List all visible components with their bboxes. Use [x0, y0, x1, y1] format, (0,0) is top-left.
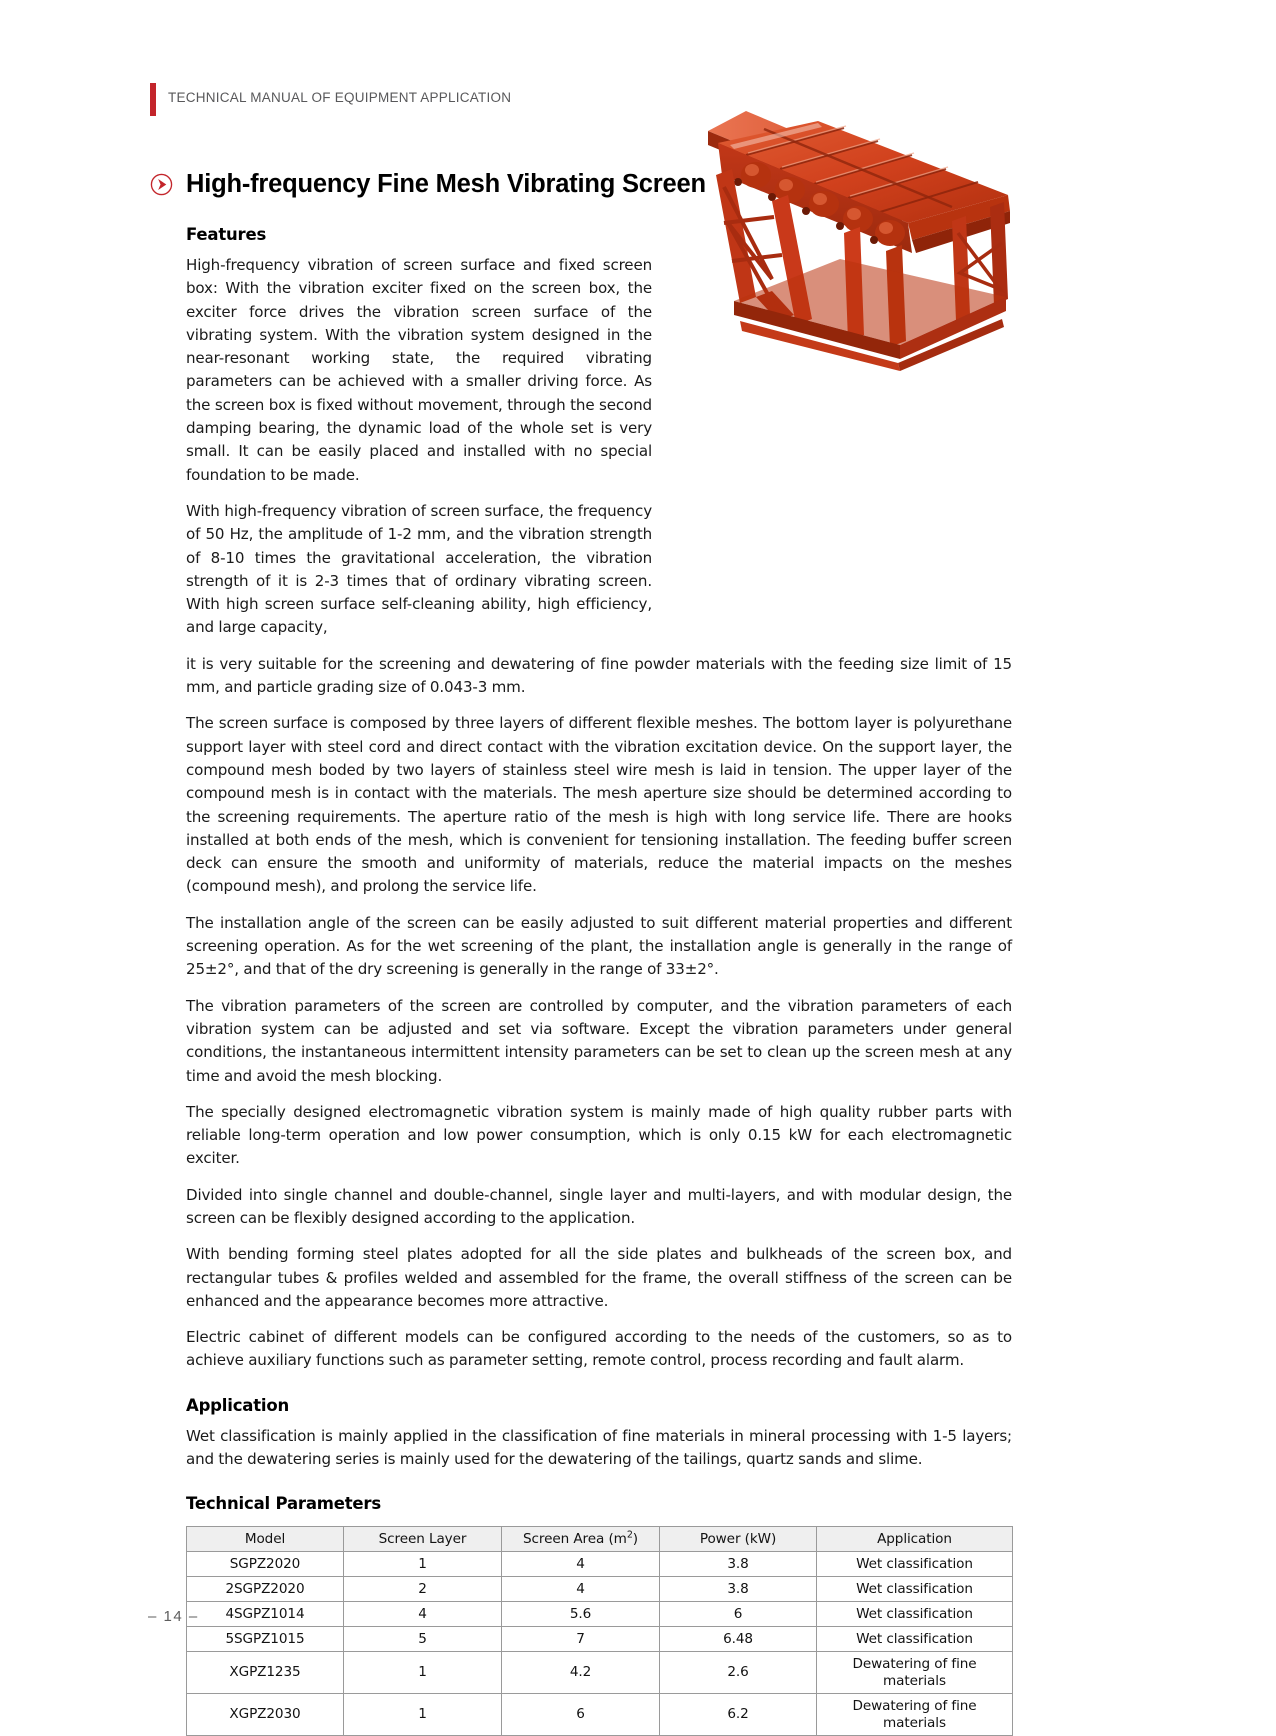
features-paragraph-4: The installation angle of the screen can be easily adjusted to suit different material properties and different screening operation. As for the wet screening of the plant, the installation angle is generally in the range of 25±2°, and that of the dry screening is generally in the range of 33±2°. [186, 913, 1012, 979]
cell-area: 7 [502, 1627, 660, 1652]
column-header-model: Model [187, 1527, 344, 1552]
page-title: High-frequency Fine Mesh Vibrating Screen [186, 170, 706, 198]
cell-layer: 4 [344, 1602, 502, 1627]
features-paragraph-1: High-frequency vibration of screen surface and fixed screen box: With the vibration exciter fixed on the screen box, the exciter force drives the vibration screen surface of the vibrating system. With the vibration system designed in the near-resonant working state, the required vibrating parameters can be achieved with a smaller driving force. As the screen box is fixed without movement, through the second damping bearing, the dynamic load of the whole set is very small. It can be easily placed and installed with no special foundation to be made. [186, 256, 652, 484]
cell-application: Dewatering of fine materials [817, 1652, 1013, 1694]
column-header-screen-area [502, 1527, 660, 1552]
cell-application: Dewatering of fine materials [817, 1694, 1013, 1736]
running-header [150, 83, 511, 116]
cell-application: Wet classification [817, 1577, 1013, 1602]
cell-area: 5.6 [502, 1602, 660, 1627]
table-row [187, 1552, 1013, 1577]
cell-area: 4 [502, 1577, 660, 1602]
cell-layer: 1 [344, 1652, 502, 1694]
cell-power: 6.48 [660, 1627, 817, 1652]
screen-area-superscript: 2 [626, 1529, 633, 1541]
features-paragraph-7: Divided into single channel and double-channel, single layer and multi-layers, and with modular design, the screen can be flexibly designed according to the application. [186, 1185, 1012, 1227]
column-header-power: Power (kW) [660, 1527, 817, 1552]
column-header-screen-layer: Screen Layer [344, 1527, 502, 1552]
page-number: – 14 – [148, 1608, 199, 1625]
cell-model: SGPZ2020 [187, 1552, 344, 1577]
features-heading: Features [186, 225, 267, 244]
cell-power: 3.8 [660, 1577, 817, 1602]
running-header-text: TECHNICAL MANUAL OF EQUIPMENT APPLICATION [168, 90, 512, 105]
cell-area: 4 [502, 1552, 660, 1577]
screen-area-paren: ) [632, 1530, 638, 1547]
cell-area: 4.2 [502, 1652, 660, 1694]
table-row [187, 1694, 1013, 1736]
cell-layer: 2 [344, 1577, 502, 1602]
features-paragraph-3: The screen surface is composed by three layers of different flexible meshes. The bottom layer is polyurethane support layer with steel cord and direct contact with the vibration excitation device. On the support layer, the compound mesh boded by two layers of stainless steel wire mesh is laid in tension. The upper layer of the compound mesh is in contact with the materials. The mesh aperture size should be determined according to the screening requirements. The aperture ratio of the mesh is high with long service life. There are hooks installed at both ends of the mesh, which is convenient for tensioning installation. The feeding buffer screen deck can ensure the smooth and uniformity of materials, reduce the material impacts on the meshes (compound mesh), and prolong the service life. [186, 714, 1012, 896]
cell-layer: 5 [344, 1627, 502, 1652]
column-header-application: Application [817, 1527, 1013, 1552]
table-header-row [187, 1527, 1013, 1552]
cell-power: 6 [660, 1602, 817, 1627]
technical-parameters-table [186, 1526, 1013, 1736]
cell-model: XGPZ2030 [187, 1694, 344, 1736]
circled-arrow-icon [150, 173, 173, 196]
cell-model: 4SGPZ1014 [187, 1602, 344, 1627]
cell-model: 2SGPZ2020 [187, 1577, 344, 1602]
cell-power: 2.6 [660, 1652, 817, 1694]
cell-application: Wet classification [817, 1552, 1013, 1577]
table-row [187, 1577, 1013, 1602]
page-title-row [186, 168, 1012, 202]
cell-layer: 1 [344, 1694, 502, 1736]
application-heading: Application [186, 1395, 290, 1415]
features-paragraph-5: The vibration parameters of the screen are controlled by computer, and the vibration parameters of each vibration system can be adjusted and set via software. Except the vibration parameters under general conditions, the instantaneous intermittent intensity parameters can be set to clean up the screen mesh at any time and avoid the mesh blocking. [186, 996, 1012, 1085]
cell-layer: 1 [344, 1552, 502, 1577]
cell-power: 6.2 [660, 1694, 817, 1736]
cell-power: 3.8 [660, 1552, 817, 1577]
header-accent-bar [150, 83, 156, 116]
cell-area: 6 [502, 1694, 660, 1736]
table-row [187, 1602, 1013, 1627]
cell-application: Wet classification [817, 1627, 1013, 1652]
technical-parameters-heading: Technical Parameters [186, 1494, 381, 1514]
features-paragraph-6: The specially designed electromagnetic vibration system is mainly made of high quality rubber parts with reliable long-term operation and low power consumption, which is only 0.15 kW for each electromagnetic exciter. [186, 1102, 1012, 1168]
screen-area-label: Screen Area (m [523, 1530, 627, 1547]
features-paragraph-8: With bending forming steel plates adopted for all the side plates and bulkheads of the screen box, and rectangular tubes & profiles welded and assembled for the frame, the overall stiffness of the screen can be enhanced and the appearance becomes more attractive. [186, 1245, 1012, 1310]
application-paragraph: Wet classification is mainly applied in the classification of fine materials in mineral processing with 1-5 layers; and the dewatering series is mainly used for the dewatering of the tailings, quartz sands and slime. [186, 1426, 1012, 1469]
features-paragraph-2a: With high-frequency vibration of screen surface, the frequency of 50 Hz, the amplitude of 1-2 mm, and the vibration strength of 8-10 times the gravitational acceleration, the vibration strength of it is 2-3 times that of ordinary vibrating screen. With high screen surface self-cleaning ability, high efficiency, and large capacity, [186, 501, 652, 637]
table-row [187, 1652, 1013, 1694]
cell-application: Wet classification [817, 1602, 1013, 1627]
table-row [187, 1627, 1013, 1652]
features-paragraph-9: Electric cabinet of different models can be configured according to the needs of the customers, so as to achieve auxiliary functions such as parameter setting, remote control, process recording and fault alarm. [186, 1328, 1012, 1370]
main-content [186, 168, 1012, 1736]
cell-model: XGPZ1235 [187, 1652, 344, 1694]
features-paragraph-2b: it is very suitable for the screening and dewatering of fine powder materials with the feeding size limit of 15 mm, and particle grading size of 0.043-3 mm. [186, 654, 1012, 697]
cell-model: 5SGPZ1015 [187, 1627, 344, 1652]
